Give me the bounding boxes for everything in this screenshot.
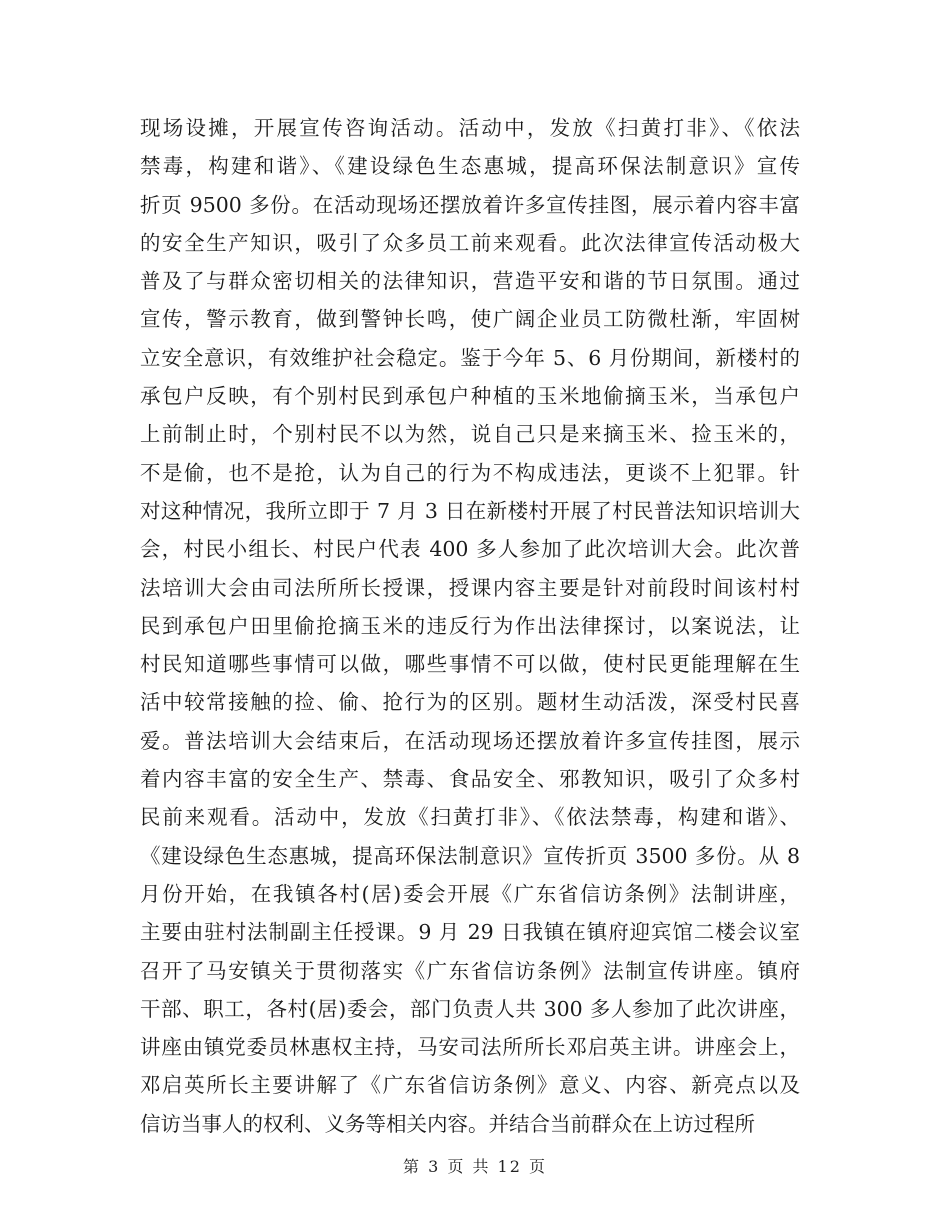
text-line: 爱。普法培训大会结束后，在活动现场还摆放着许多宣传挂图，展示 [140,728,800,753]
text-line: 现场设摊，开展宣传咨询活动。活动中，发放《扫黄打非》、《依法 [140,116,800,140]
text-line: 讲座由镇党委员林惠权主持，马安司法所所长邓启英主讲。讲座会上， [140,1035,800,1060]
text-line: 不是偷，也不是抢，认为自己的行为不构成违法，更谈不上犯罪。针 [140,460,800,485]
text-line: 折页 9500 多份。在活动现场还摆放着许多宣传挂图，展示着内容丰富 [140,192,800,217]
text-line: 禁毒，构建和谐》、《建设绿色生态惠城，提高环保法制意识》宣传 [140,154,800,179]
body-text [140,109,800,1143]
text-line: 召开了马安镇关于贯彻落实《广东省信访条例》法制宣传讲座。镇府 [140,958,800,983]
text-line: 普及了与群众密切相关的法律知识，营造平安和谐的节日氛围。通过 [140,269,800,294]
text-line: 月份开始，在我镇各村(居)委会开展《广东省信访条例》法制讲座， [140,881,800,906]
text-line: 的安全生产知识，吸引了众多员工前来观看。此次法律宣传活动极大 [140,230,800,255]
text-line: 《建设绿色生态惠城，提高环保法制意识》宣传折页 3500 多份。从 8 [140,843,800,868]
text-line: 上前制止时，个别村民不以为然，说自己只是来摘玉米、捡玉米的， [140,422,800,447]
text-line: 民前来观看。活动中，发放《扫黄打非》、《依法禁毒，构建和谐》、 [140,805,800,830]
text-line: 信访当事人的权利、义务等相关内容。并结合当前群众在上访过程所 [140,1111,755,1136]
text-line: 村民知道哪些事情可以做，哪些事情不可以做，使村民更能理解在生 [140,652,800,677]
text-line: 主要由驻村法制副主任授课。9 月 29 日我镇在镇府迎宾馆二楼会议室 [140,920,800,945]
page-number-footer: 第 3 页 共 12 页 [403,1157,547,1176]
text-line: 宣传，警示教育，做到警钟长鸣，使广阔企业员工防微杜渐，牢固树 [140,307,800,332]
text-line: 会，村民小组长、村民户代表 400 多人参加了此次培训大会。此次普 [140,537,800,562]
text-line: 法培训大会由司法所所长授课，授课内容主要是针对前段时间该村村 [140,575,800,600]
text-line: 承包户反映，有个别村民到承包户种植的玉米地偷摘玉米，当承包户 [140,384,800,409]
text-line: 对这种情况，我所立即于 7 月 3 日在新楼村开展了村民普法知识培训大 [140,498,800,523]
text-line: 立安全意识，有效维护社会稳定。鉴于今年 5、6 月份期间，新楼村的 [140,345,800,370]
text-line: 民到承包户田里偷抢摘玉米的违反行为作出法律探讨，以案说法，让 [140,613,800,638]
text-line: 着内容丰富的安全生产、禁毒、食品安全、邪教知识，吸引了众多村 [140,767,800,792]
text-line: 邓启英所长主要讲解了《广东省信访条例》意义、内容、新亮点以及 [140,1073,800,1098]
text-line: 活中较常接触的捡、偷、抢行为的区别。题材生动活泼，深受村民喜 [140,690,800,715]
text-line: 干部、职工，各村(居)委会，部门负责人共 300 多人参加了此次讲座， [140,996,800,1021]
